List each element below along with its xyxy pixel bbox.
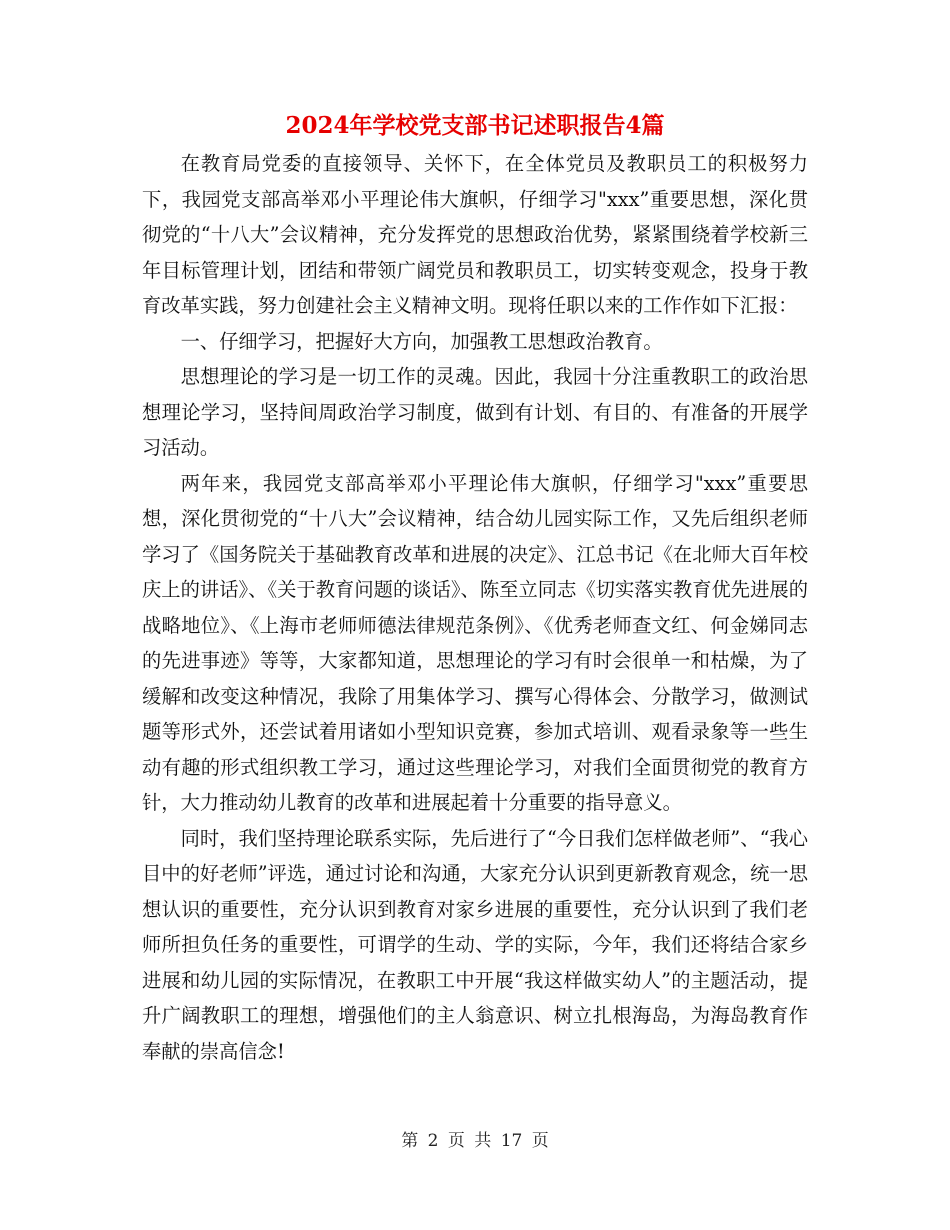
- paragraph-theory: 思想理论的学习是一切工作的灵魂。因此，我园十分注重教职工的政治思想理论学习，坚持间周政治学习制度，做到有计划、有目的、有准备的开展学习活动。: [142, 365, 808, 459]
- section-heading: 一、仔细学习，把握好大方向，加强教工思想政治教育。: [180, 329, 663, 353]
- paragraph-study: 两年来，我园党支部高举邓小平理论伟大旗帜，仔细学习"xxx”重要思想，深化贯彻党的“十八大”会议精神，结合幼儿园实际工作，又先后组织老师学习了《国务院关于基础教育改革和进展的决定》、江总书记《在北师大百年校庆上的讲话》、《关于教育问题的谈话》、陈至立同志《切实落实教育优先进展的战略地位》、《上海市老师师德法律规范条例》、《优秀老师查文红、何金娣同志的先进事迹》等等，大家都知道，思想理论的学习有时会很单一和枯燥，为了缓解和改变这种情况，我除了用集体学习、撰写心得体会、分散学习，做测试题等形式外，还尝试着用诸如小型知识竞赛，参加式培训、观看录象等一些生动有趣的形式组织教工学习，通过这些理论学习，对我们全面贯彻党的教育方针，大力推动幼儿教育的改革和进展起着十分重要的指导意义。: [142, 471, 808, 814]
- page-footer: 第 2 页 共 17 页: [401, 1131, 549, 1151]
- document-body: [142, 146, 808, 1069]
- paragraph-practice: 同时，我们坚持理论联系实际，先后进行了“今日我们怎样做老师”、“我心目中的好老师”评选，通过讨论和沟通，大家充分认识到更新教育观念，统一思想认识的重要性，充分认识到教育对家乡进展的重要性，充分认识到了我们老师所担负任务的重要性，可谓学的生动、学的实际，今年，我们还将结合家乡进展和幼儿园的实际情况，在教职工中开展“我这样做实幼人”的主题活动，提升广阔教职工的理想，增强他们的主人翁意识、树立扎根海岛，为海岛教育作奉献的崇高信念!: [142, 826, 808, 1063]
- document-title: 2024年学校党支部书记述职报告4篇: [285, 112, 665, 139]
- paragraph-intro: 在教育局党委的直接领导、关怀下，在全体党员及教职员工的积极努力下，我园党支部高举邓小平理论伟大旗帜，仔细学习"xxx”重要思想，深化贯彻党的“十八大”会议精神，充分发挥党的思想政治优势，紧紧围绕着学校新三年目标管理计划，团结和带领广阔党员和教职员工，切实转变观念，投身于教育改革实践，努力创建社会主义精神文明。现将任职以来的工作作如下汇报：: [142, 152, 808, 317]
